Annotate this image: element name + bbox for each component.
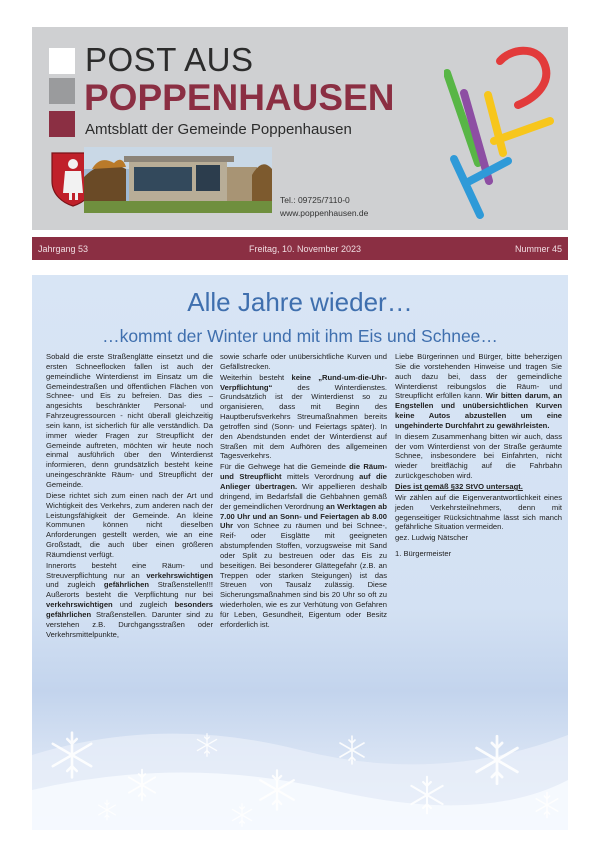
contact-info (280, 194, 368, 220)
website-link[interactable]: www.poppenhausen.de (280, 208, 369, 218)
article-subheadline: …kommt der Winter und mit ihm Eis und Schnee… (102, 326, 498, 346)
article-column-3 (395, 352, 562, 560)
volume-label: Jahrgang 53 (38, 244, 89, 254)
paragraph: Für die Gehwege hat die Gemeinde die Räum- und Streupflicht mittels Verordnung auf die Anlieger übertragen. Wir appellieren deshalb dringend, im Bedarfsfall die Gehbahnen gemäß der gemeindlichen Verordnung an Werktagen ab 7.00 Uhr und an Sonn- und Feiertagen ab 8.00 Uhr von Schnee zu räumen und bei Schnee-, Reif- oder Eisglätte mit geeigneten abstumpfenden Stoffen, vorzugsweise mit Sand oder Split zu bestreuen oder das Eis zu beseitigen. Bei besonderer Glättegefahr (z.B. an Treppen oder starken Steigungen) ist das Streuen von Tausalz zulässig. Diese Sicherungsmaßnahmen sind bis 20 Uhr so oft zu wiederholen, wie es zur Verhütung von Gefahren für Leben, Gesundheit, Eigentum oder Besitz erforderlich ist. (220, 462, 388, 629)
paragraph: Wir zählen auf die Eigenverantwortlichkeit eines jeden Verkehrsteilnehmers, denn mit gegenseitiger Rücksichtnahme lässt sich manch gefährliche Situation vermeiden. (395, 492, 562, 532)
article-column-1 (46, 352, 213, 640)
signature-name: gez. Ludwig Nätscher (395, 533, 469, 543)
poppenhausen-logo-icon (444, 43, 554, 221)
paragraph: Weiterhin besteht keine „Rund-um-die-Uhr-Verpflichtung“ des Winterdienstes. Grundsätzlich ist der Winterdienst so zu organisieren, dass mit Beginn des Hauptberufsverkehrs Streumaßnahmen bereits getroffen sind (Sonn- und Feiertags später). In den Abendstunden endet der Winterdienst auf Straßen mit dem Aufhören des allgemeinen Tagesverkehrs. (220, 372, 387, 461)
signature-title: 1. Bürgermeister (395, 549, 452, 559)
masthead (32, 27, 568, 230)
paragraph: Dies ist gemäß §32 StVO untersagt. (395, 481, 523, 491)
title-line-1: POST AUS (85, 41, 254, 78)
paragraph: Diese richtet sich zum einen nach der Art und Wichtigkeit des Verkehrs, zum anderen nach der Leistungsfähigkeit der Gemeinde. An kleine Kommunen können nicht dieselben Anforderungen gestellt werden, wie an eine Großstadt, die auch über einen größeren Räumdienst verfügt. (46, 490, 213, 559)
snowflake-decoration (32, 695, 568, 830)
masthead-subtitle: Amtsblatt der Gemeinde Poppenhausen (85, 121, 352, 138)
article (32, 275, 568, 830)
paragraph: sowie scharfe oder unübersichtliche Kurven und Gefällstrecken. (220, 352, 387, 371)
paragraph: Liebe Bürgerinnen und Bürger, bitte beherzigen Sie die vorstehenden Hinweise und tragen Sie auch dazu bei, dass der gemeindliche Winterdienst reibungslos die Räum- und Streupflicht erfüllen kann. Wir bitten darum, an Engstellen und unübersichtlichen Kurven keine Autos abzustellen um eine ungehinderte Durchfahrt zu gewährleisten. (395, 352, 562, 430)
white-square (49, 48, 75, 74)
phone-number: Tel.: 09725/7110-0 (280, 195, 350, 205)
paragraph: Innerorts besteht eine Räum- und Streuverpflichtung nur an verkehrswichtigen und zugleich gefährlichen Straßenstellen!!! Außerorts besteht die Verpflichtung nur bei verkehrswichtigen und zugleich besonders gefährlichen Straßenstellen. Darunter sind zu verstehen z.B. Durchgangsstraßen oder Verkehrsmittelpunkte, (46, 560, 213, 639)
gray-square (49, 78, 75, 104)
issue-date: Freitag, 10. November 2023 (249, 244, 362, 254)
title-line-2: POPPENHAUSEN (84, 77, 395, 118)
article-column-2 (220, 352, 387, 631)
issue-info-bar (32, 237, 568, 260)
article-headline: Alle Jahre wieder… (187, 287, 413, 317)
maroon-square (49, 111, 75, 137)
paragraph: Sobald die erste Straßenglätte einsetzt und die ersten Schneeflocken fallen ist auch der gemeindliche Winterdienst im Einsatz um die Gemeindestraßen und öffentlichen Flächen von Schnee- und Eis zu befreien. Das dies – angesichts beschränkter Personal- und Fahrzeugressourcen - nicht überall gleichzeitig sein kann, ist sicherlich für alle verständlich. Da immer wieder Fragen zur Streupflicht der Gemeinde auftreten, möchten wir heute noch einmal ausführlich über den Winterdienst informieren, denn grundsätzlich besteht keine uneingeschränkte Räum- und Streupflicht der Gemeinde. (46, 352, 213, 489)
issue-number: Nummer 45 (514, 244, 562, 254)
town-hall-photo (84, 147, 272, 213)
paragraph: In diesem Zusammenhang bitten wir auch, dass der vom Winterdienst von der Straße geräumte Schnee, insbesondere bei Einfahrten, nicht wieder breitflächig auf die Fahrbahn zurückgeschoben wird. (395, 431, 562, 481)
